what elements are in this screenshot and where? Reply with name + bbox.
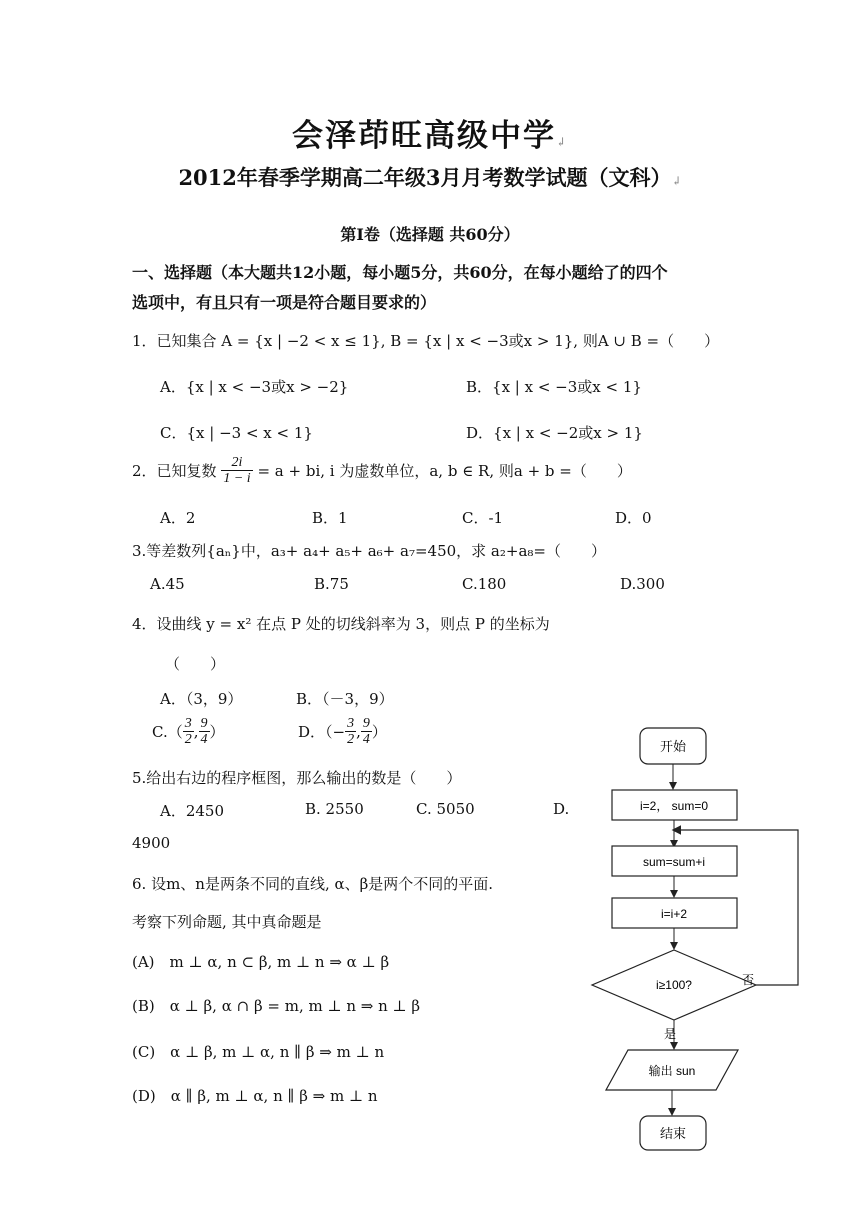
q3-option-d: D.300	[620, 575, 665, 593]
flow-increment-label: i=i+2	[660, 907, 688, 921]
q5-stem: 5.给出右边的程序框图，那么输出的数是（ ）	[132, 769, 462, 787]
q4-answer-paren: （ ）	[165, 655, 226, 673]
q4-option-a: A．（3，9）	[160, 690, 243, 708]
q4-option-b: B．（－3，9）	[296, 690, 394, 708]
flow-sum-label: sum=sum+i	[642, 855, 706, 869]
program-flowchart	[580, 720, 820, 1160]
q4-d-frac1: $\frac{3}{2}$	[347, 716, 355, 747]
q3-option-c: C.180	[462, 575, 507, 593]
q5-option-c: C. 5050	[416, 800, 475, 818]
flow-output-label: 输出 sun	[648, 1064, 696, 1078]
flow-no-label: 否	[742, 973, 755, 987]
q4-stem: 4．设曲线 y = x² 在点 P 处的切线斜率为 3，则点 P 的坐标为	[132, 615, 550, 633]
q1-option-c: C．{x | −3 < x < 1}	[160, 424, 313, 442]
flow-end-label: 结束	[659, 1126, 687, 1141]
q2-option-a: A．2	[160, 509, 196, 527]
q6-option-d: (D) α ∥ β, m ⊥ α, n ∥ β ⇒ m ⊥ n	[132, 1087, 378, 1105]
school-name: 会泽茚旺高级中学↲	[291, 118, 569, 154]
q6-stem: 6. 设m、n是两条不同的直线, α、β是两个不同的平面.	[132, 875, 494, 893]
q4-option-d: D．（− $\frac{3}{2}$ , $\frac{9}{4}$ ）	[298, 716, 387, 747]
q4-c-frac2: $\frac{9}{4}$	[200, 716, 208, 747]
flow-start-label: 开始	[659, 739, 687, 754]
flow-init-label: i=2， sum=0	[639, 799, 709, 813]
section-instructions: 一、选择题（本大题共12小题，每小题5分，共60分，在每小题给了的四个 选项中，有且只有一项是符合题目要求的）	[132, 263, 668, 312]
q2-stem: 2．已知复数 $\frac{2i}{1 - i}$ = a + bi, i 为虚数单位，a, b ∈ R, 则a + b =（ ）	[132, 455, 632, 486]
q5-option-a: A．2450	[160, 802, 225, 820]
exam-title: 2012年春季学期高二年级3月月考数学试题（文科）↲	[178, 165, 682, 190]
q2-option-d: D．0	[615, 509, 652, 527]
q2-option-c: C．-1	[462, 509, 504, 527]
q1-option-d: D．{x | x < −2或x > 1}	[466, 424, 643, 442]
q1-option-b: B．{x | x < −3或x < 1}	[466, 378, 642, 396]
q3-option-a: A.45	[150, 575, 185, 593]
flow-yes-label: 是	[664, 1027, 677, 1041]
q4-c-frac1: $\frac{3}{2}$	[184, 716, 192, 747]
q6-option-b: (B) α ⊥ β, α ∩ β = m, m ⊥ n ⇒ n ⊥ β	[132, 997, 421, 1015]
part-heading: 第Ⅰ卷（选择题 共60分）	[340, 225, 520, 244]
flow-condition-label: i≥100?	[656, 978, 692, 992]
q3-stem: 3.等差数列{aₙ}中，a₃+ a₄+ a₅+ a₆+ a₇=450，求 a₂+a₈=（ ）	[132, 542, 606, 560]
q6-stem-cont: 考察下列命题, 其中真命题是	[132, 913, 322, 931]
q2-option-b: B．1	[312, 509, 348, 527]
q5-option-d-value: 4900	[132, 834, 171, 852]
q5-option-d: D.	[553, 800, 570, 818]
q2-fraction: $\frac{2i}{1 - i}$	[223, 455, 251, 486]
q6-option-c: (C) α ⊥ β, m ⊥ α, n ∥ β ⇒ m ⊥ n	[132, 1043, 385, 1061]
q1-option-a: A．{x | x < −3或x > −2}	[160, 378, 349, 396]
q3-option-b: B.75	[314, 575, 349, 593]
q4-option-c: C.（ $\frac{3}{2}$ , $\frac{9}{4}$ ）	[152, 716, 225, 747]
q5-option-b: B. 2550	[305, 800, 364, 818]
q1-stem: 1．已知集合 A = {x | −2 < x ≤ 1}, B = {x | x < −3或x > 1}, 则A ∪ B =（ ）	[132, 332, 720, 350]
q6-option-a: (A) m ⊥ α, n ⊂ β, m ⊥ n ⇒ α ⊥ β	[132, 953, 390, 971]
q4-d-frac2: $\frac{9}{4}$	[362, 716, 370, 747]
